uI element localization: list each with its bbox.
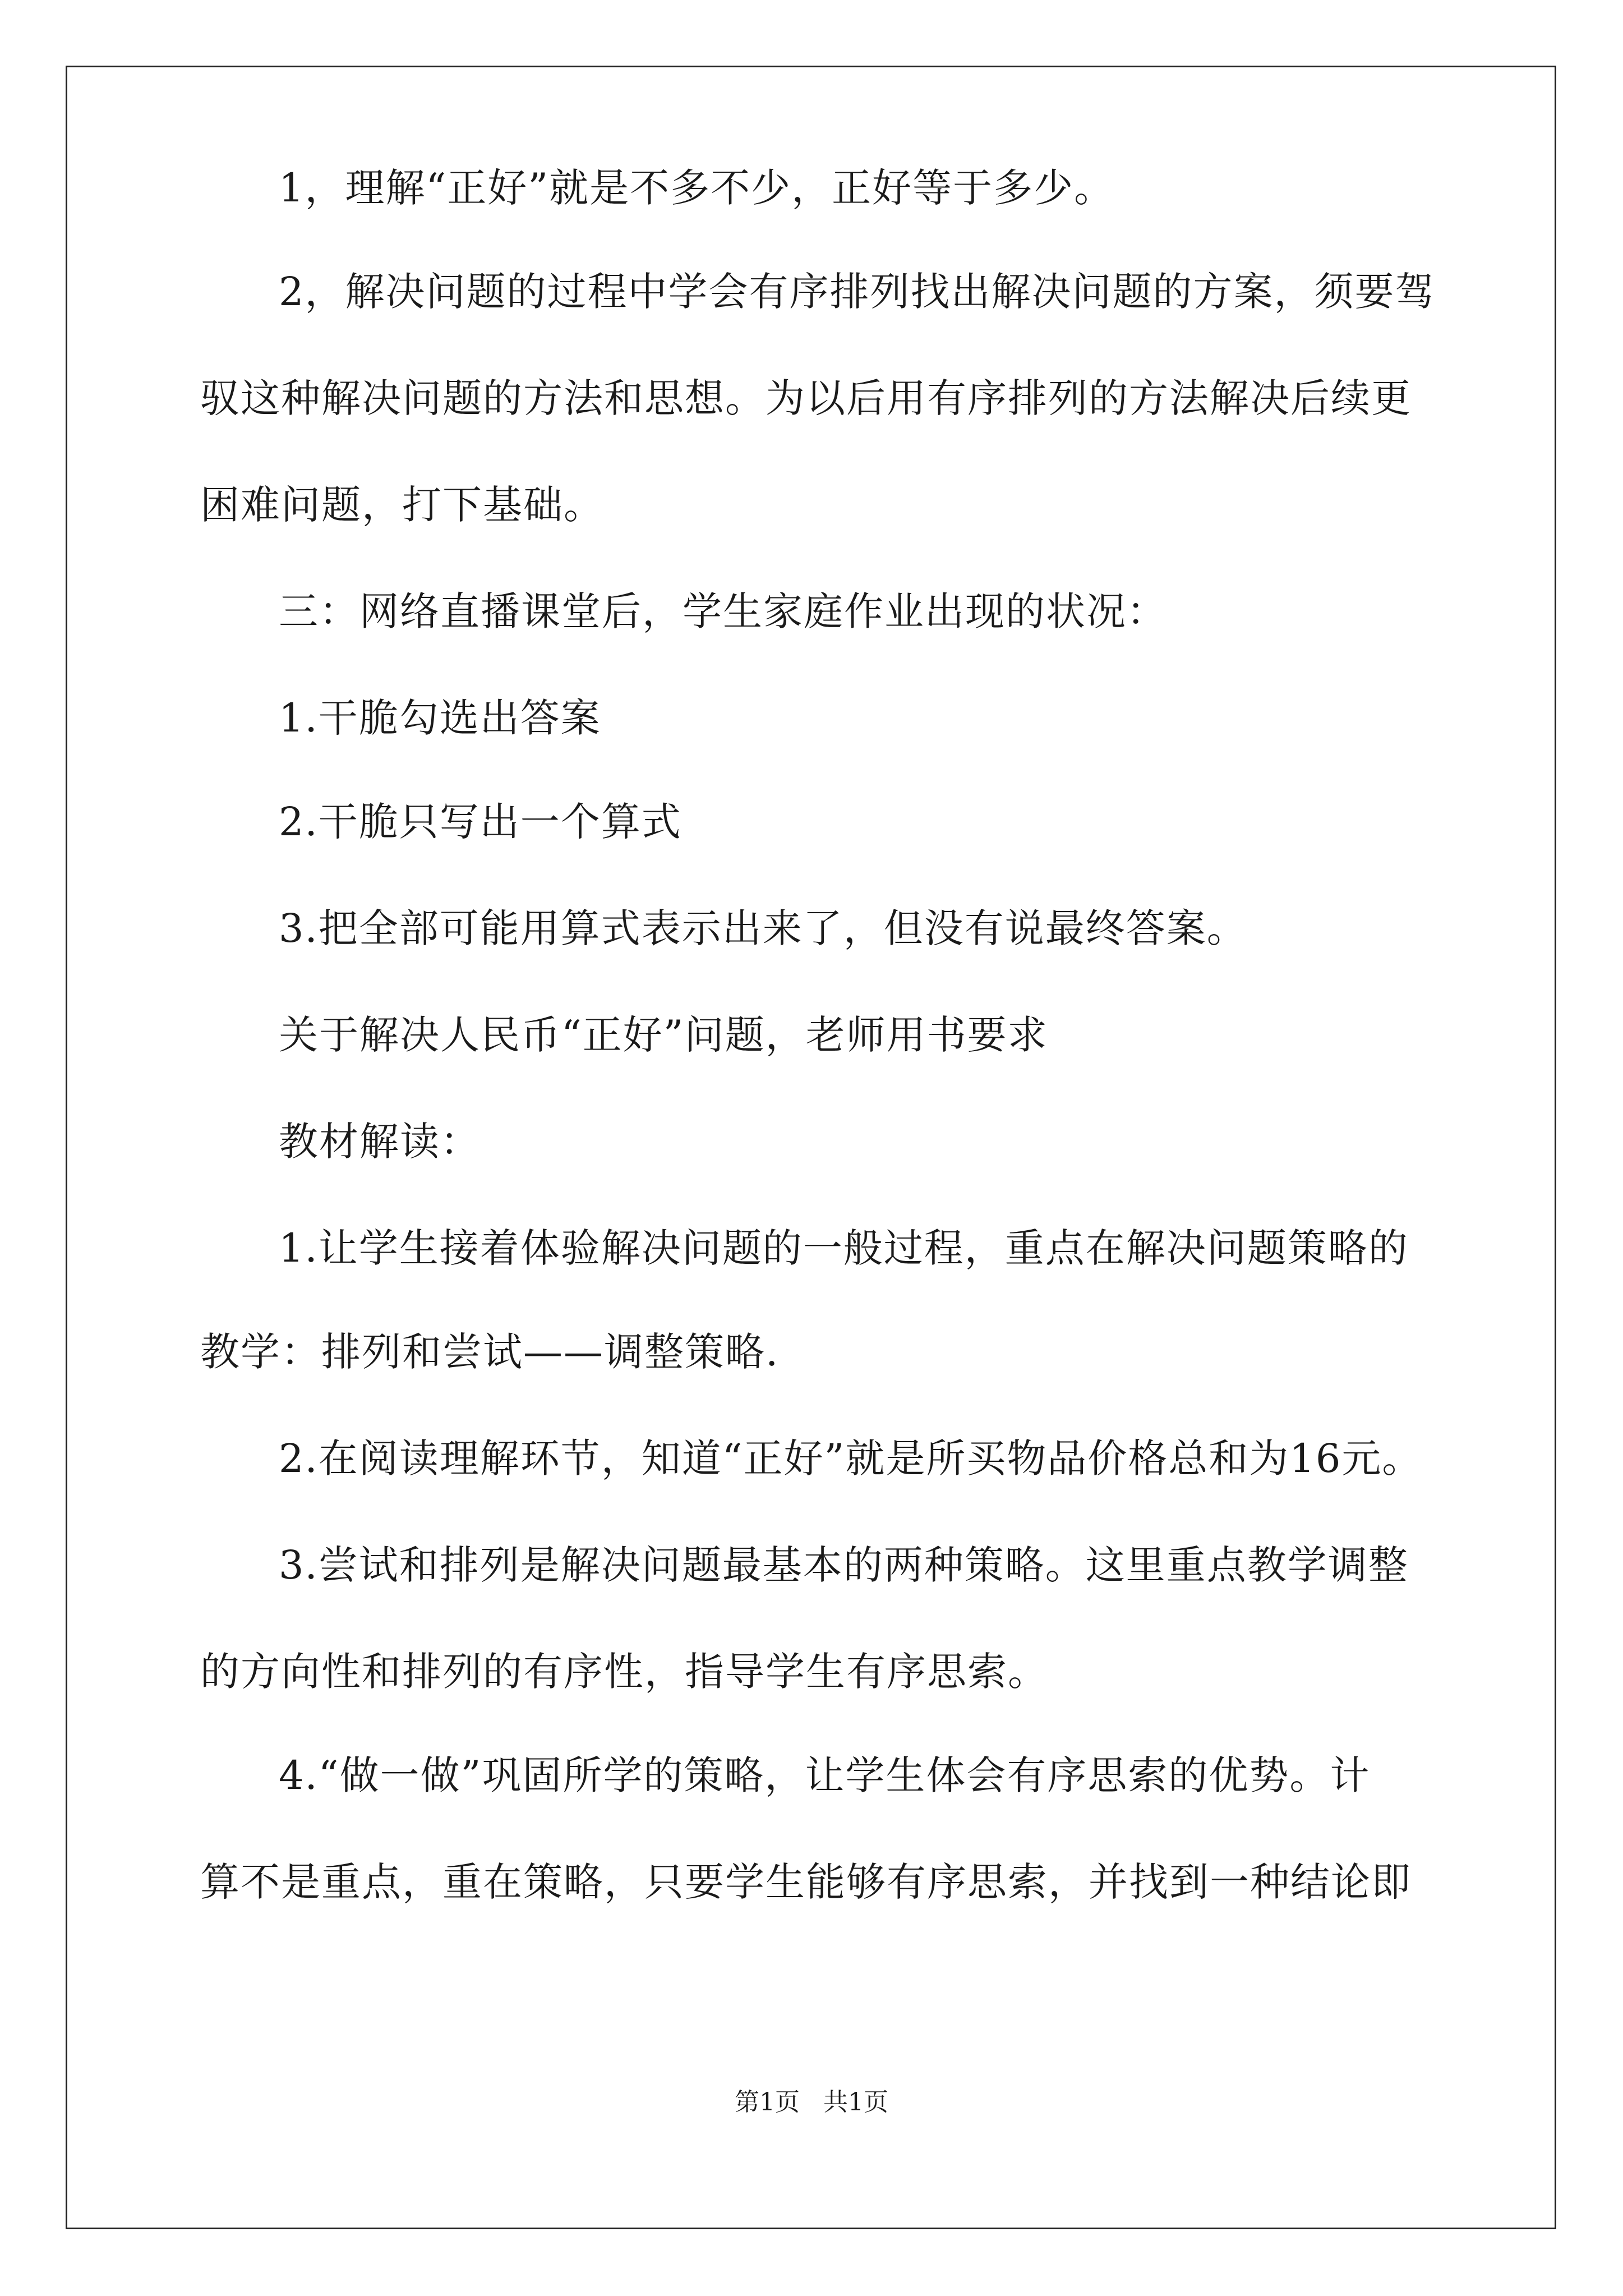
page-footer [0, 2086, 1623, 2119]
paragraph-11-line-2: 的方向性和排列的有序性，指导学生有序思索。 [200, 1649, 1048, 1695]
paragraph-5-line-1: 2.干脆只写出一个算式 [279, 799, 682, 845]
paragraph-12-line-2: 算不是重点，重在策略，只要学生能够有序思索，并找到一种结论即 [200, 1859, 1412, 1905]
paragraph-4-line-1: 1.干脆勾选出答案 [279, 695, 601, 741]
page-total: 共1页 [823, 2088, 888, 2116]
paragraph-10-line-1: 2.在阅读理解环节，知道“正好”就是所买物品价格总和为16元。 [279, 1435, 1423, 1481]
paragraph-2-line-1: 2，解决问题的过程中学会有序排列找出解决问题的方案，须要驾 [279, 269, 1436, 315]
paragraph-11-line-1: 3.尝试和排列是解决问题最基本的两种策略。这里重点教学调整 [279, 1542, 1409, 1588]
paragraph-8-line-1: 教材解读： [279, 1119, 481, 1165]
paragraph-7-line-1: 关于解决人民币“正好”问题，老师用书要求 [279, 1012, 1048, 1058]
paragraph-3-line-1: 三：网络直播课堂后，学生家庭作业出现的状况： [279, 588, 1167, 634]
paragraph-12-line-1: 4.“做一做”巩固所学的策略，让学生体会有序思索的优势。计 [279, 1752, 1371, 1798]
page-number: 第1页 [735, 2088, 800, 2116]
paragraph-6-line-1: 3.把全部可能用算式表示出来了，但没有说最终答案。 [279, 905, 1247, 951]
paragraph-2-line-3: 困难问题，打下基础。 [200, 482, 604, 528]
paragraph-2-line-2: 驭这种解决问题的方法和思想。为以后用有序排列的方法解决后续更 [200, 375, 1412, 421]
paragraph-9-line-2: 教学：排列和尝试——调整策略. [200, 1329, 780, 1375]
paragraph-1-line-1: 1，理解“正好”就是不多不少，正好等于多少。 [279, 165, 1115, 211]
paragraph-9-line-1: 1.让学生接着体验解决问题的一般过程，重点在解决问题策略的 [279, 1225, 1409, 1271]
